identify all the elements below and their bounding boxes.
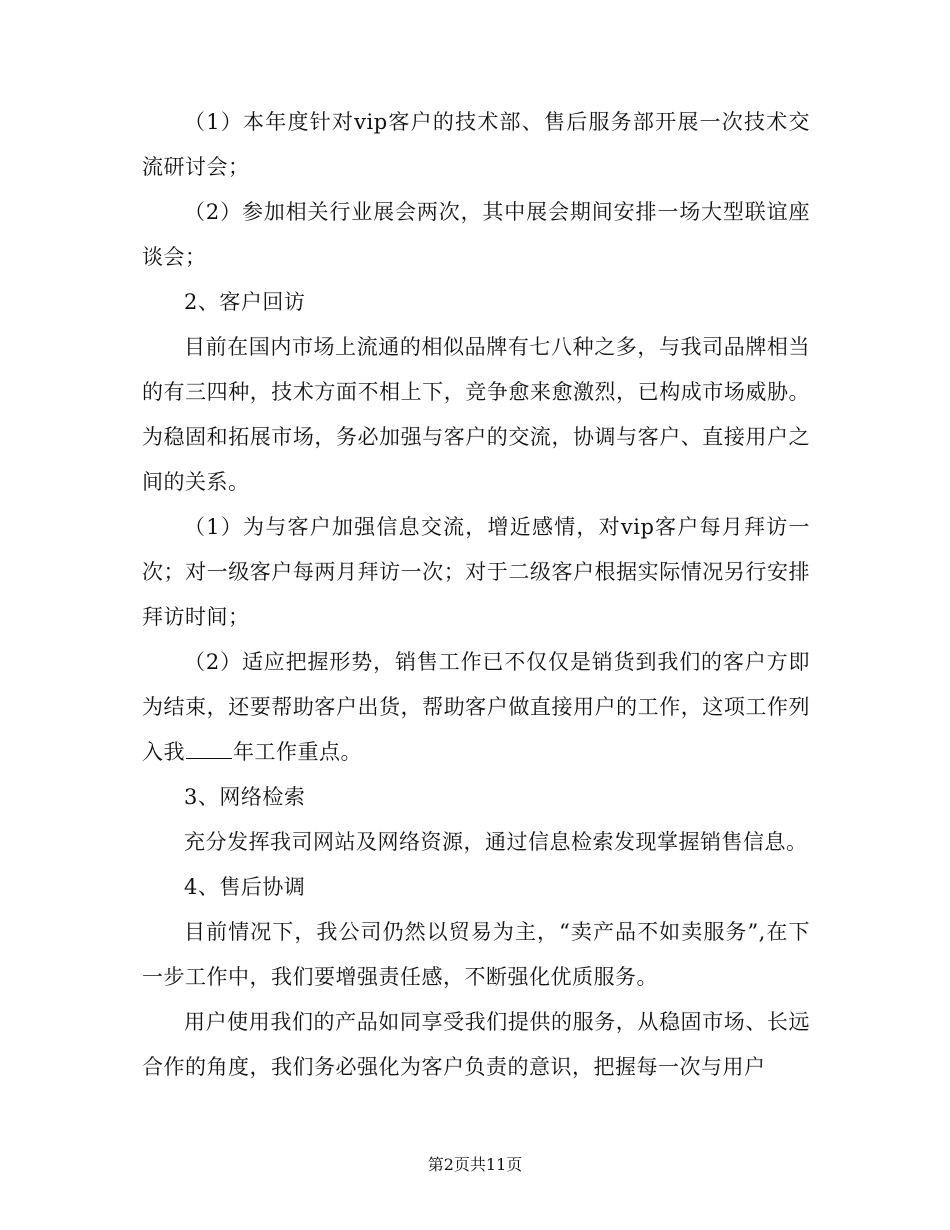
- section-heading-customer-visit: 2、客户回访: [184, 290, 306, 314]
- section-heading-after-sales: 4、售后协调: [184, 875, 306, 899]
- paragraph-trade-service: 目前情况下，我公司仍然以贸易为主，“卖产品不如卖服务”,在下一步工作中，我们要增强责任感，不断强化优质服务。: [142, 920, 810, 989]
- page-number-footer: 第2页共11页: [427, 1155, 523, 1174]
- paragraph-item-1: （1）本年度针对vip客户的技术部、售后服务部开展一次技术交流研讨会；: [142, 110, 810, 179]
- paragraph-visit-item-1: （1）为与客户加强信息交流，增近感情，对vip客户每月拜访一次；对一级客户每两月拜访一次；对于二级客户根据实际情况另行安排拜访时间；: [142, 515, 810, 629]
- paragraph-customer-responsibility: 用户使用我们的产品如同享受我们提供的服务，从稳固市场、长远合作的角度，我们务必强化为客户负责的意识，把握每一次与用户: [142, 1010, 810, 1079]
- document-body: [142, 100, 810, 1090]
- year-blank-line: [186, 736, 232, 759]
- paragraph-visit-item-2: [142, 640, 810, 775]
- paragraph-web-resources: 充分发挥我司网站及网络资源，通过信息检索发现掌握销售信息。: [184, 830, 808, 854]
- section-heading-web-search: 3、网络检索: [184, 785, 306, 809]
- paragraph-visit-item-2-text: （2）适应把握形势，销售工作已不仅仅是销货到我们的客户方即为结束，还要帮助客户出货，帮助客户做直接用户的工作，这项工作列入我: [142, 650, 810, 764]
- paragraph-market-competition: 目前在国内市场上流通的相似品牌有七八种之多，与我司品牌相当的有三四种，技术方面不相上下，竞争愈来愈激烈，已构成市场威胁。为稳固和拓展市场，务必加强与客户的交流，协调与客户、直接用户之间的关系。: [142, 335, 810, 494]
- paragraph-item-2: （2）参加相关行业展会两次，其中展会期间安排一场大型联谊座谈会；: [142, 200, 810, 269]
- paragraph-visit-item-2-tail: 年工作重点。: [233, 740, 362, 764]
